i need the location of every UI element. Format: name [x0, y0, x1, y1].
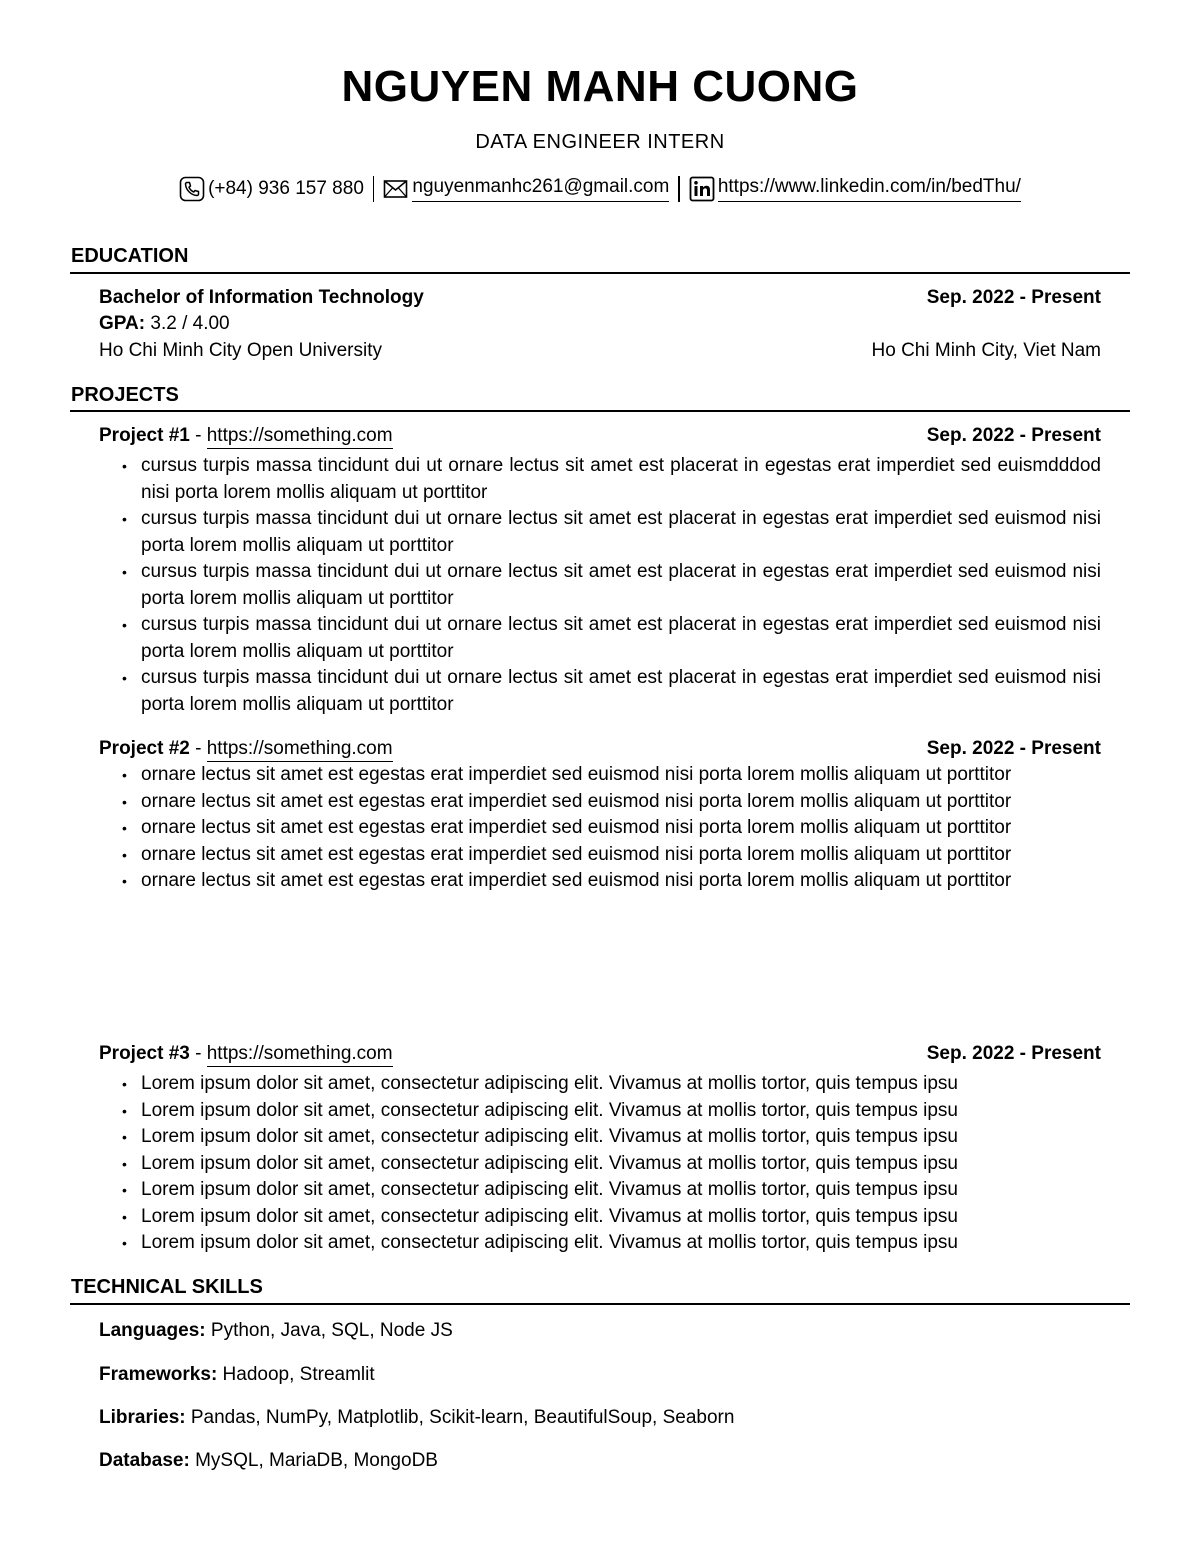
project-name: Project #2	[99, 738, 190, 759]
project-url[interactable]: https://something.com	[207, 1043, 393, 1067]
project-bullet-list	[120, 1071, 1101, 1257]
project-header	[99, 736, 1101, 762]
gpa-label: GPA:	[99, 313, 146, 334]
project-dates: Sep. 2022 - Present	[926, 425, 1101, 446]
skill-label: Libraries:	[99, 1407, 186, 1428]
project-bullet: • cursus turpis massa tincidunt dui ut ornare lectus sit amet est placerat in egestas erat imperdiet sed euismod nisi porta lorem mollis aliquam ut porttitor	[120, 612, 1101, 665]
project-bullet: • ornare lectus sit amet est egestas erat imperdiet sed euismod nisi porta lorem mollis aliquam ut porttitor	[120, 868, 1101, 895]
school-row	[99, 338, 1101, 364]
candidate-name: NGUYEN MANH CUONG	[341, 62, 859, 111]
project-bullet: • cursus turpis massa tincidunt dui ut ornare lectus sit amet est placerat in egestas erat imperdiet sed euismod nisi porta lorem mollis aliquam ut porttitor	[120, 665, 1101, 718]
project-bullet: • ornare lectus sit amet est egestas erat imperdiet sed euismod nisi porta lorem mollis aliquam ut porttitor	[120, 762, 1101, 789]
project-name: Project #3	[99, 1043, 190, 1064]
contact-bar	[0, 176, 1200, 202]
school-name: Ho Chi Minh City Open University	[99, 340, 382, 361]
skill-value: Hadoop, Streamlit	[217, 1364, 375, 1385]
mail-icon	[383, 179, 409, 199]
project-bullet: • cursus turpis massa tincidunt dui ut ornare lectus sit amet est placerat in egestas erat imperdiet sed euismdddod nisi porta lorem mollis aliquam ut porttitor	[120, 453, 1101, 506]
section-rule	[70, 272, 1130, 274]
gpa-line	[99, 311, 230, 337]
project-dash: -	[189, 425, 207, 446]
contact-divider	[678, 176, 680, 202]
skill-value: MySQL, MariaDB, MongoDB	[189, 1450, 438, 1471]
linkedin-link[interactable]: https://www.linkedin.com/in/bedThu/	[718, 176, 1021, 202]
project-bullet: • Lorem ipsum dolor sit amet, consectetur adipiscing elit. Vivamus at mollis tortor, quis tempus ipsu	[120, 1071, 1101, 1098]
project-dash: -	[189, 738, 207, 759]
project-bullet-list	[120, 453, 1101, 718]
projects-heading: PROJECTS	[71, 384, 179, 406]
phone-number[interactable]: (+84) 936 157 880	[208, 178, 364, 199]
project-bullet: • cursus turpis massa tincidunt dui ut ornare lectus sit amet est placerat in egestas erat imperdiet sed euismod nisi porta lorem mollis aliquam ut porttitor	[120, 506, 1101, 559]
project-bullet: • Lorem ipsum dolor sit amet, consectetur adipiscing elit. Vivamus at mollis tortor, quis tempus ipsu	[120, 1124, 1101, 1151]
email-link[interactable]: nguyenmanhc261@gmail.com	[412, 176, 669, 202]
school-location: Ho Chi Minh City, Viet Nam	[871, 340, 1101, 361]
job-title: DATA ENGINEER INTERN	[475, 131, 725, 153]
project-bullet: • ornare lectus sit amet est egestas erat imperdiet sed euismod nisi porta lorem mollis aliquam ut porttitor	[120, 815, 1101, 842]
degree-name: Bachelor of Information Technology	[99, 287, 424, 308]
skill-value: Pandas, NumPy, Matplotlib, Scikit-learn, BeautifulSoup, Seaborn	[185, 1407, 735, 1428]
linkedin-icon	[689, 176, 715, 202]
project-bullet: • ornare lectus sit amet est egestas erat imperdiet sed euismod nisi porta lorem mollis aliquam ut porttitor	[120, 789, 1101, 816]
project-bullet-list	[120, 762, 1101, 895]
project-bullet: • cursus turpis massa tincidunt dui ut ornare lectus sit amet est placerat in egestas erat imperdiet sed euismod nisi porta lorem mollis aliquam ut porttitor	[120, 559, 1101, 612]
project-dash: -	[189, 1043, 207, 1064]
project-bullet: • Lorem ipsum dolor sit amet, consectetur adipiscing elit. Vivamus at mollis tortor, quis tempus ipsu	[120, 1098, 1101, 1125]
project-dates: Sep. 2022 - Present	[926, 1043, 1101, 1064]
section-rule	[70, 1303, 1130, 1305]
skill-row-libraries	[99, 1405, 734, 1431]
project-header	[99, 423, 1101, 449]
project-dates: Sep. 2022 - Present	[926, 738, 1101, 759]
phone-icon	[179, 176, 205, 202]
skill-value: Python, Java, SQL, Node JS	[205, 1320, 453, 1341]
education-dates: Sep. 2022 - Present	[926, 287, 1101, 308]
skill-row-database	[99, 1448, 438, 1474]
project-url[interactable]: https://something.com	[207, 738, 393, 762]
skill-label: Languages:	[99, 1320, 206, 1341]
project-bullet: • ornare lectus sit amet est egestas erat imperdiet sed euismod nisi porta lorem mollis aliquam ut porttitor	[120, 842, 1101, 869]
skill-label: Frameworks:	[99, 1364, 218, 1385]
project-bullet: • Lorem ipsum dolor sit amet, consectetur adipiscing elit. Vivamus at mollis tortor, quis tempus ipsu	[120, 1177, 1101, 1204]
education-heading: EDUCATION	[71, 245, 189, 267]
section-rule	[70, 410, 1130, 412]
skill-row-languages	[99, 1318, 453, 1344]
project-header	[99, 1041, 1101, 1067]
skill-label: Database:	[99, 1450, 190, 1471]
project-bullet: • Lorem ipsum dolor sit amet, consectetur adipiscing elit. Vivamus at mollis tortor, quis tempus ipsu	[120, 1151, 1101, 1178]
skills-heading: TECHNICAL SKILLS	[71, 1276, 263, 1298]
project-bullet: • Lorem ipsum dolor sit amet, consectetur adipiscing elit. Vivamus at mollis tortor, quis tempus ipsu	[120, 1230, 1101, 1257]
gpa-value: 3.2 / 4.00	[145, 313, 230, 334]
education-row	[99, 285, 1101, 311]
contact-divider	[373, 176, 375, 202]
skill-row-frameworks	[99, 1362, 375, 1388]
project-url[interactable]: https://something.com	[207, 425, 393, 449]
project-name: Project #1	[99, 425, 190, 446]
project-bullet: • Lorem ipsum dolor sit amet, consectetur adipiscing elit. Vivamus at mollis tortor, quis tempus ipsu	[120, 1204, 1101, 1231]
